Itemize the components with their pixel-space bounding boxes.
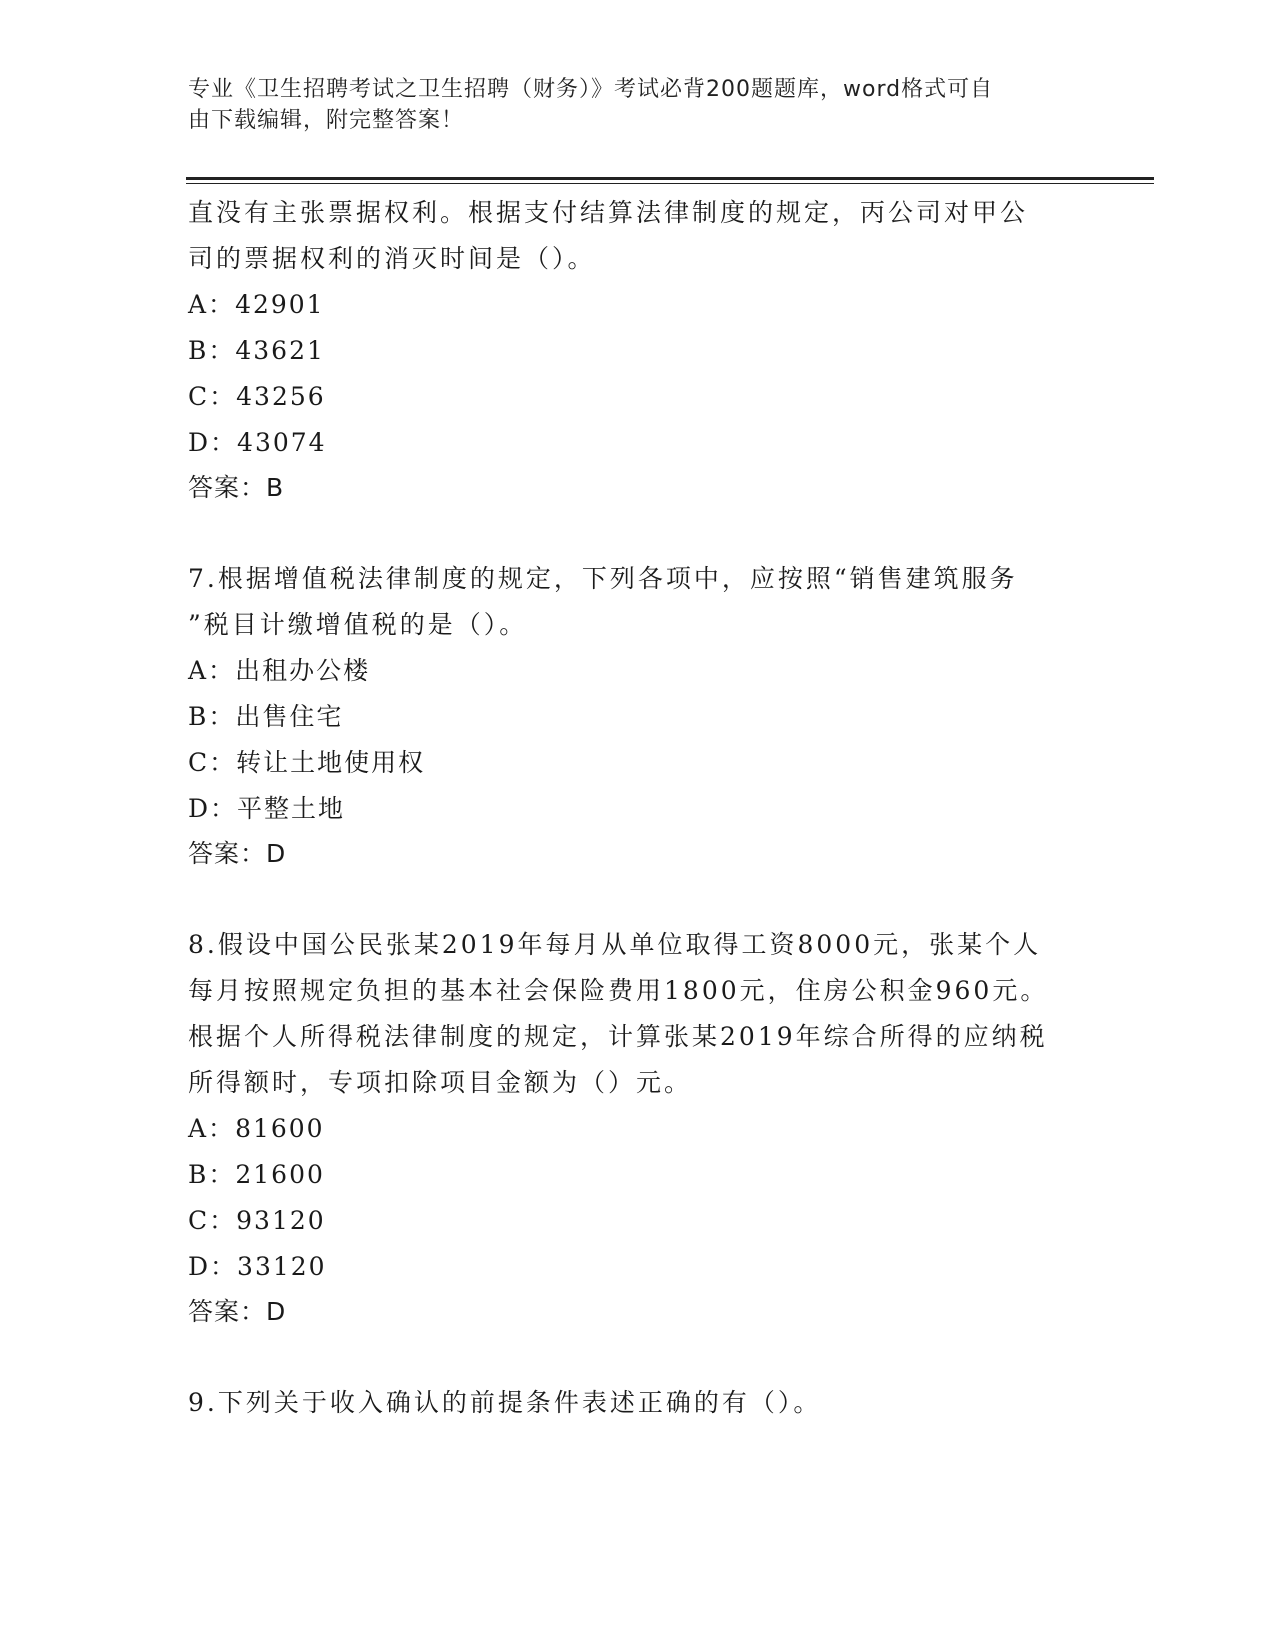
question-8 <box>188 922 1078 1334</box>
question-8-text-line-2: 每月按照规定负担的基本社会保险费用1800元，住房公积金960元。 <box>188 976 1049 1005</box>
question-7 <box>188 556 1078 876</box>
option-key: A： <box>188 656 236 685</box>
option-key: D： <box>188 428 238 457</box>
question-7-option-c <box>188 740 1078 786</box>
question-8-option-d <box>188 1244 1078 1290</box>
option-key: B： <box>188 702 236 731</box>
header-divider-thick <box>186 177 1154 180</box>
option-value: 出售住宅 <box>235 702 344 731</box>
option-value: 43256 <box>236 382 326 411</box>
spacer <box>188 876 1078 922</box>
question-7-text-line-1: 7.根据增值税法律制度的规定，下列各项中，应按照“销售建筑服务 <box>188 564 1018 593</box>
question-7-answer: 答案：D <box>188 839 287 868</box>
question-7-option-a <box>188 648 1078 694</box>
option-key: C： <box>188 748 237 777</box>
option-key: D： <box>188 794 238 823</box>
option-value: 43621 <box>235 336 325 365</box>
option-key: B： <box>188 336 236 365</box>
question-list <box>188 190 1078 1426</box>
spacer <box>188 510 1078 556</box>
header-line-2: 由下载编辑，附完整答案！ <box>188 108 465 133</box>
question-7-option-b <box>188 694 1078 740</box>
question-7-option-d <box>188 786 1078 832</box>
question-6-text-line-1: 直没有主张票据权利。根据支付结算法律制度的规定，丙公司对甲公 <box>188 198 1029 227</box>
option-key: A： <box>188 290 236 319</box>
option-key: A： <box>188 1114 236 1143</box>
question-8-text-line-1: 8.假设中国公民张某2019年每月从单位取得工资8000元，张某个人 <box>188 930 1042 959</box>
option-value: 81600 <box>235 1114 325 1143</box>
option-key: D： <box>188 1252 238 1281</box>
question-6-option-d <box>188 420 1078 466</box>
header-line-1: 专业《卫生招聘考试之卫生招聘（财务）》考试必背200题题库，word格式可自 <box>188 77 994 102</box>
question-8-answer: 答案：D <box>188 1297 287 1326</box>
question-7-text-line-2: ”税目计缴增值税的是（）。 <box>188 610 528 639</box>
question-8-text-line-3: 根据个人所得税法律制度的规定，计算张某2019年综合所得的应纳税 <box>188 1022 1048 1051</box>
option-value: 43074 <box>237 428 327 457</box>
question-6-option-c <box>188 374 1078 420</box>
question-6 <box>188 190 1078 510</box>
option-value: 33120 <box>237 1252 327 1281</box>
document-header <box>188 74 1068 136</box>
option-value: 平整土地 <box>237 794 346 823</box>
option-key: C： <box>188 382 237 411</box>
option-key: B： <box>188 1160 236 1189</box>
question-6-option-a <box>188 282 1078 328</box>
option-value: 出租办公楼 <box>235 656 371 685</box>
question-9-text-line-1: 9.下列关于收入确认的前提条件表述正确的有（）。 <box>188 1388 822 1417</box>
spacer <box>188 1334 1078 1380</box>
question-8-option-c <box>188 1198 1078 1244</box>
option-value: 42901 <box>235 290 325 319</box>
question-8-text-line-4: 所得额时，专项扣除项目金额为（）元。 <box>188 1068 693 1097</box>
question-9 <box>188 1380 1078 1426</box>
question-6-option-b <box>188 328 1078 374</box>
option-value: 21600 <box>235 1160 325 1189</box>
question-8-option-a <box>188 1106 1078 1152</box>
option-key: C： <box>188 1206 237 1235</box>
option-value: 转让土地使用权 <box>236 748 426 777</box>
question-6-text-line-2: 司的票据权利的消灭时间是（）。 <box>188 244 596 273</box>
option-value: 93120 <box>236 1206 326 1235</box>
question-6-answer: 答案：B <box>188 473 285 502</box>
header-divider-thin <box>186 183 1154 184</box>
question-8-option-b <box>188 1152 1078 1198</box>
